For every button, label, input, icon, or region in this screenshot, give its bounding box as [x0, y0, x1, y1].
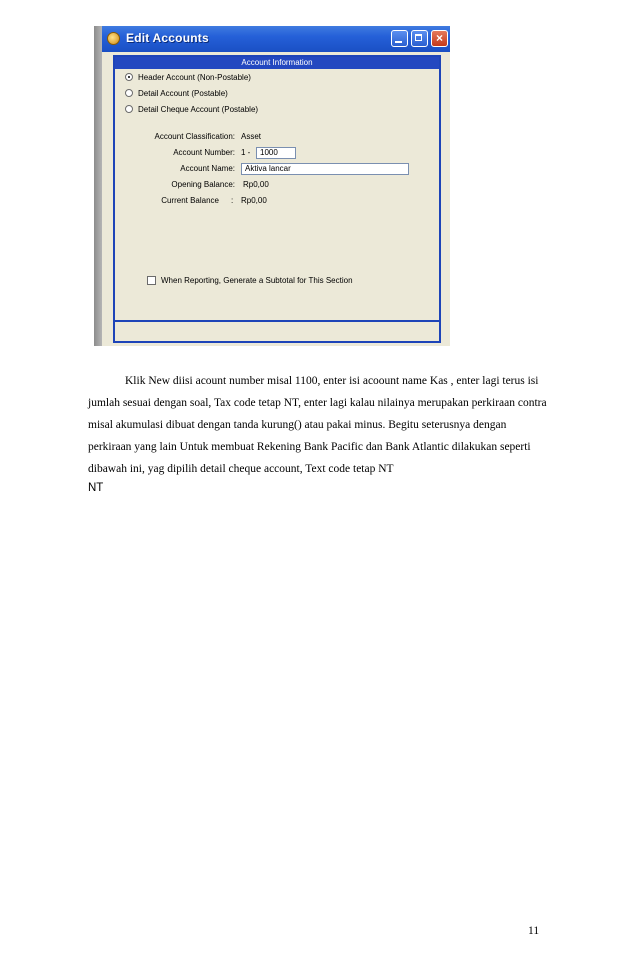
radio-label: Detail Account (Postable)	[138, 89, 228, 98]
edit-accounts-window	[94, 26, 450, 346]
close-icon: ×	[435, 31, 443, 45]
account-number-label: Account Number:	[173, 148, 235, 157]
account-classification-label: Account Classification:	[154, 132, 235, 141]
minimize-icon	[392, 31, 407, 46]
instruction-paragraph: Klik New diisi acount number misal 1100, enter isi acoount name Kas , enter lagi terus isi jumlah sesuai dengan soal, Tax code tetap NT, enter lagi kalau nilainya merupakan perkiraan contra misal akumulasi dibuat dengan tanda kurung() atau pakai minus. Begitu seterusnya dengan perkiraan yang lain Untuk membuat Rekening Bank Pacific dan Bank Atlantic dilakukan seperti dibawah ini, yag dipilih detail cheque account, Text code tetap NT	[88, 375, 547, 475]
opening-balance-label: Opening Balance:	[171, 180, 235, 189]
account-name-label: Account Name:	[180, 164, 235, 173]
current-balance-separator: :	[231, 196, 234, 205]
radio-detail-account[interactable]	[125, 87, 228, 100]
account-name-input[interactable]: Aktiva lancar	[241, 163, 409, 175]
current-balance-value: Rp0,00	[241, 196, 267, 205]
radio-label: Detail Cheque Account (Postable)	[138, 105, 259, 114]
window-edge	[94, 26, 102, 346]
panel-header: Account Information	[115, 57, 439, 69]
radio-icon[interactable]	[125, 89, 133, 97]
window-title: Edit Accounts	[126, 31, 209, 45]
current-balance-label: Current Balance	[161, 196, 219, 205]
title-bar[interactable]	[102, 26, 450, 52]
radio-detail-cheque-account[interactable]	[125, 103, 258, 116]
minimize-button[interactable]	[391, 30, 408, 47]
account-classification-value: Asset	[241, 132, 262, 141]
radio-label: Header Account (Non-Postable)	[138, 73, 251, 82]
account-information-panel	[113, 55, 441, 338]
maximize-button[interactable]	[411, 30, 428, 47]
window-footer	[113, 320, 441, 343]
opening-balance-value: Rp0,00	[243, 180, 269, 189]
radio-header-account[interactable]	[125, 71, 251, 84]
app-icon	[107, 32, 120, 45]
account-number-prefix: 1 -	[241, 148, 251, 157]
maximize-icon	[412, 31, 427, 46]
account-number-input[interactable]: 1000	[256, 147, 296, 159]
subtotal-checkbox[interactable]	[147, 276, 156, 285]
subtotal-checkbox-label: When Reporting, Generate a Subtotal for This Section	[161, 276, 353, 285]
nt-text: NT	[88, 482, 104, 494]
radio-selected-icon[interactable]	[125, 73, 133, 81]
radio-icon[interactable]	[125, 105, 133, 113]
close-button[interactable]	[431, 30, 448, 47]
page-number: 11	[528, 925, 540, 937]
